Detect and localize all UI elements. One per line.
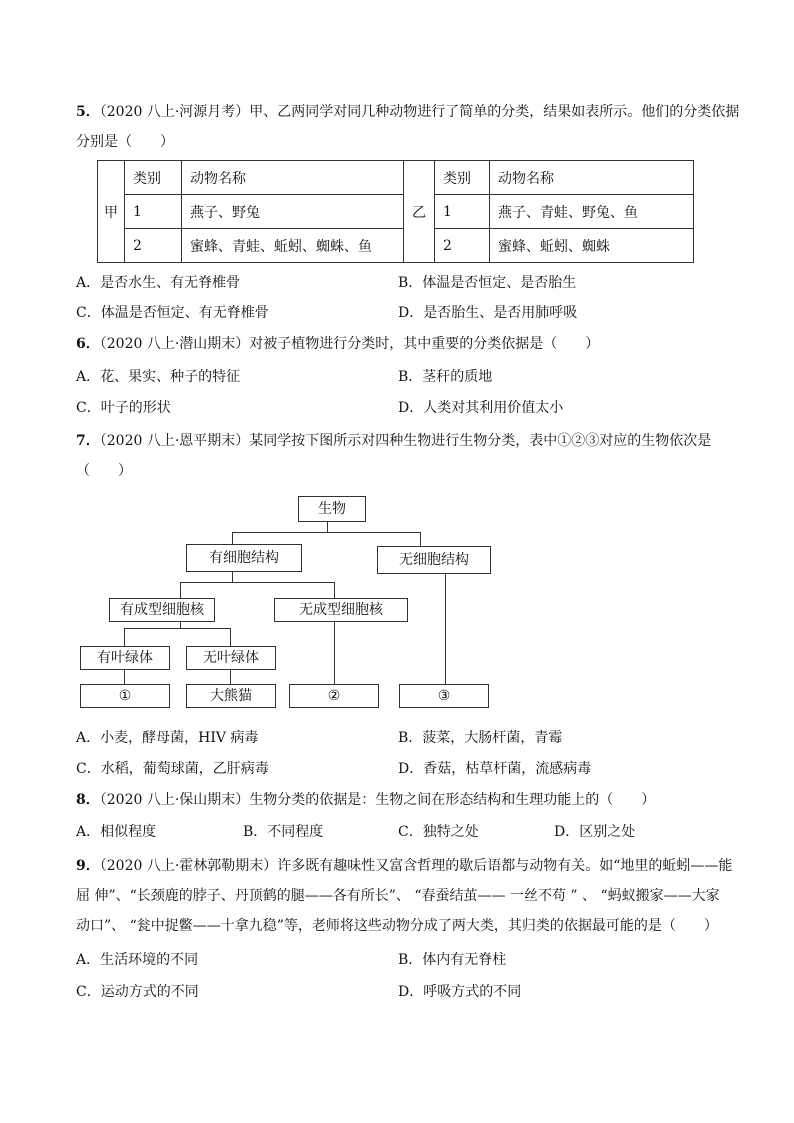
q6-option-d[interactable]: D．人类对其利用价值太小 bbox=[398, 400, 564, 416]
q6-option-c[interactable]: C．叶子的形状 bbox=[76, 400, 171, 416]
left-row1-animals: 燕子、野兔 bbox=[182, 195, 404, 229]
node-has-nucleus: 有成型细胞核 bbox=[109, 598, 215, 622]
right-row2-animals: 蜜蜂、蚯蚓、蜘蛛 bbox=[490, 229, 694, 263]
q5-stem-line2: 分别是（ ） bbox=[76, 134, 174, 150]
question-number: 9． bbox=[76, 858, 100, 874]
right-row2-category: 2 bbox=[435, 229, 490, 263]
q7-option-d[interactable]: D．香菇，枯草杆菌，流感病毒 bbox=[398, 761, 592, 777]
node-leaf-giant-panda: 大熊猫 bbox=[186, 684, 276, 708]
node-no-chloroplast: 无叶绿体 bbox=[186, 646, 276, 670]
node-leaf-3: ③ bbox=[399, 684, 489, 708]
q7-option-a[interactable]: A．小麦，酵母菌，HIV 病毒 bbox=[76, 730, 259, 746]
q5-option-d[interactable]: D．是否胎生、是否用肺呼吸 bbox=[398, 305, 578, 321]
right-row1-animals: 燕子、青蛙、野兔、鱼 bbox=[490, 195, 694, 229]
q8-option-b[interactable]: B．不同程度 bbox=[243, 824, 324, 840]
question-number: 6． bbox=[76, 336, 100, 352]
node-leaf-1: ① bbox=[80, 684, 170, 708]
right-header-animals: 动物名称 bbox=[490, 161, 694, 195]
q5-stem-line1: 5．（2020 八上·河源月考）甲、乙两同学对同几种动物进行了简单的分类，结果如表所示。他们的分类依据 bbox=[76, 104, 740, 120]
q8-stem: 8．（2020 八上·保山期末）生物分类的依据是：生物之间在形态结构和生理功能上的（ ） bbox=[76, 792, 656, 808]
q5-classification-table bbox=[97, 160, 694, 263]
right-header-category: 类别 bbox=[435, 161, 490, 195]
question-number: 5． bbox=[76, 104, 100, 120]
q8-option-c[interactable]: C．独特之处 bbox=[398, 824, 479, 840]
q8-option-a[interactable]: A．相似程度 bbox=[76, 824, 157, 840]
node-no-nucleus: 无成型细胞核 bbox=[274, 598, 408, 622]
group-yi-label: 乙 bbox=[404, 161, 435, 263]
q9-option-b[interactable]: B．体内有无脊柱 bbox=[398, 952, 507, 968]
q6-option-a[interactable]: A．花、果实、种子的特征 bbox=[76, 369, 241, 385]
question-number: 8． bbox=[76, 792, 100, 808]
q9-stem-line3: 动口”、 “瓮中捉鳖——十拿九稳”等，老师将这些动物分成了两大类，其归类的依据最可能的是（ ） bbox=[76, 918, 718, 934]
q7-option-b[interactable]: B．菠菜，大肠杆菌，青霉 bbox=[398, 730, 563, 746]
q9-option-d[interactable]: D．呼吸方式的不同 bbox=[398, 984, 522, 1000]
q9-stem-line1: 9．（2020 八上·霍林郭勒期末）许多既有趣味性又富含哲理的歇后语都与动物有关。如“地里的蚯蚓——能 bbox=[76, 858, 733, 874]
right-row1-category: 1 bbox=[435, 195, 490, 229]
left-header-category: 类别 bbox=[125, 161, 182, 195]
node-has-chloroplast: 有叶绿体 bbox=[80, 646, 170, 670]
group-jia-label: 甲 bbox=[98, 161, 125, 263]
node-no-cell-structure: 无细胞结构 bbox=[377, 546, 491, 574]
classification-tree-diagram bbox=[80, 494, 490, 708]
q9-option-c[interactable]: C．运动方式的不同 bbox=[76, 984, 199, 1000]
left-header-animals: 动物名称 bbox=[182, 161, 404, 195]
q6-option-b[interactable]: B．茎秆的质地 bbox=[398, 369, 493, 385]
q7-stem-line2: （ ） bbox=[76, 463, 132, 479]
q7-stem-line1: 7．（2020 八上·恩平期末）某同学按下图所示对四种生物进行生物分类，表中①②③对应的生物依次是 bbox=[76, 433, 712, 449]
node-has-cell-structure: 有细胞结构 bbox=[186, 544, 302, 572]
node-organism: 生物 bbox=[298, 496, 366, 522]
left-row2-category: 2 bbox=[125, 229, 182, 263]
question-number: 7． bbox=[76, 433, 100, 449]
node-leaf-2: ② bbox=[289, 684, 379, 708]
left-row1-category: 1 bbox=[125, 195, 182, 229]
q7-option-c[interactable]: C．水稻，葡萄球菌，乙肝病毒 bbox=[76, 761, 269, 777]
q8-option-d[interactable]: D．区别之处 bbox=[554, 824, 636, 840]
q5-option-c[interactable]: C．体温是否恒定、有无脊椎骨 bbox=[76, 305, 269, 321]
left-row2-animals: 蜜蜂、青蛙、蚯蚓、蜘蛛、鱼 bbox=[182, 229, 404, 263]
q5-option-b[interactable]: B．体温是否恒定、是否胎生 bbox=[398, 275, 577, 291]
q6-stem: 6．（2020 八上·潜山期末）对被子植物进行分类时，其中重要的分类依据是（ ） bbox=[76, 336, 600, 352]
q9-stem-line2: 屈 伸”、“长颈鹿的脖子、丹顶鹤的腿——各有所长”、 “春蚕结茧—— 一丝不苟 ” 、 “蚂蚁搬家——大家 bbox=[76, 888, 720, 904]
q9-option-a[interactable]: A．生活环境的不同 bbox=[76, 952, 199, 968]
q5-option-a[interactable]: A．是否水生、有无脊椎骨 bbox=[76, 275, 241, 291]
